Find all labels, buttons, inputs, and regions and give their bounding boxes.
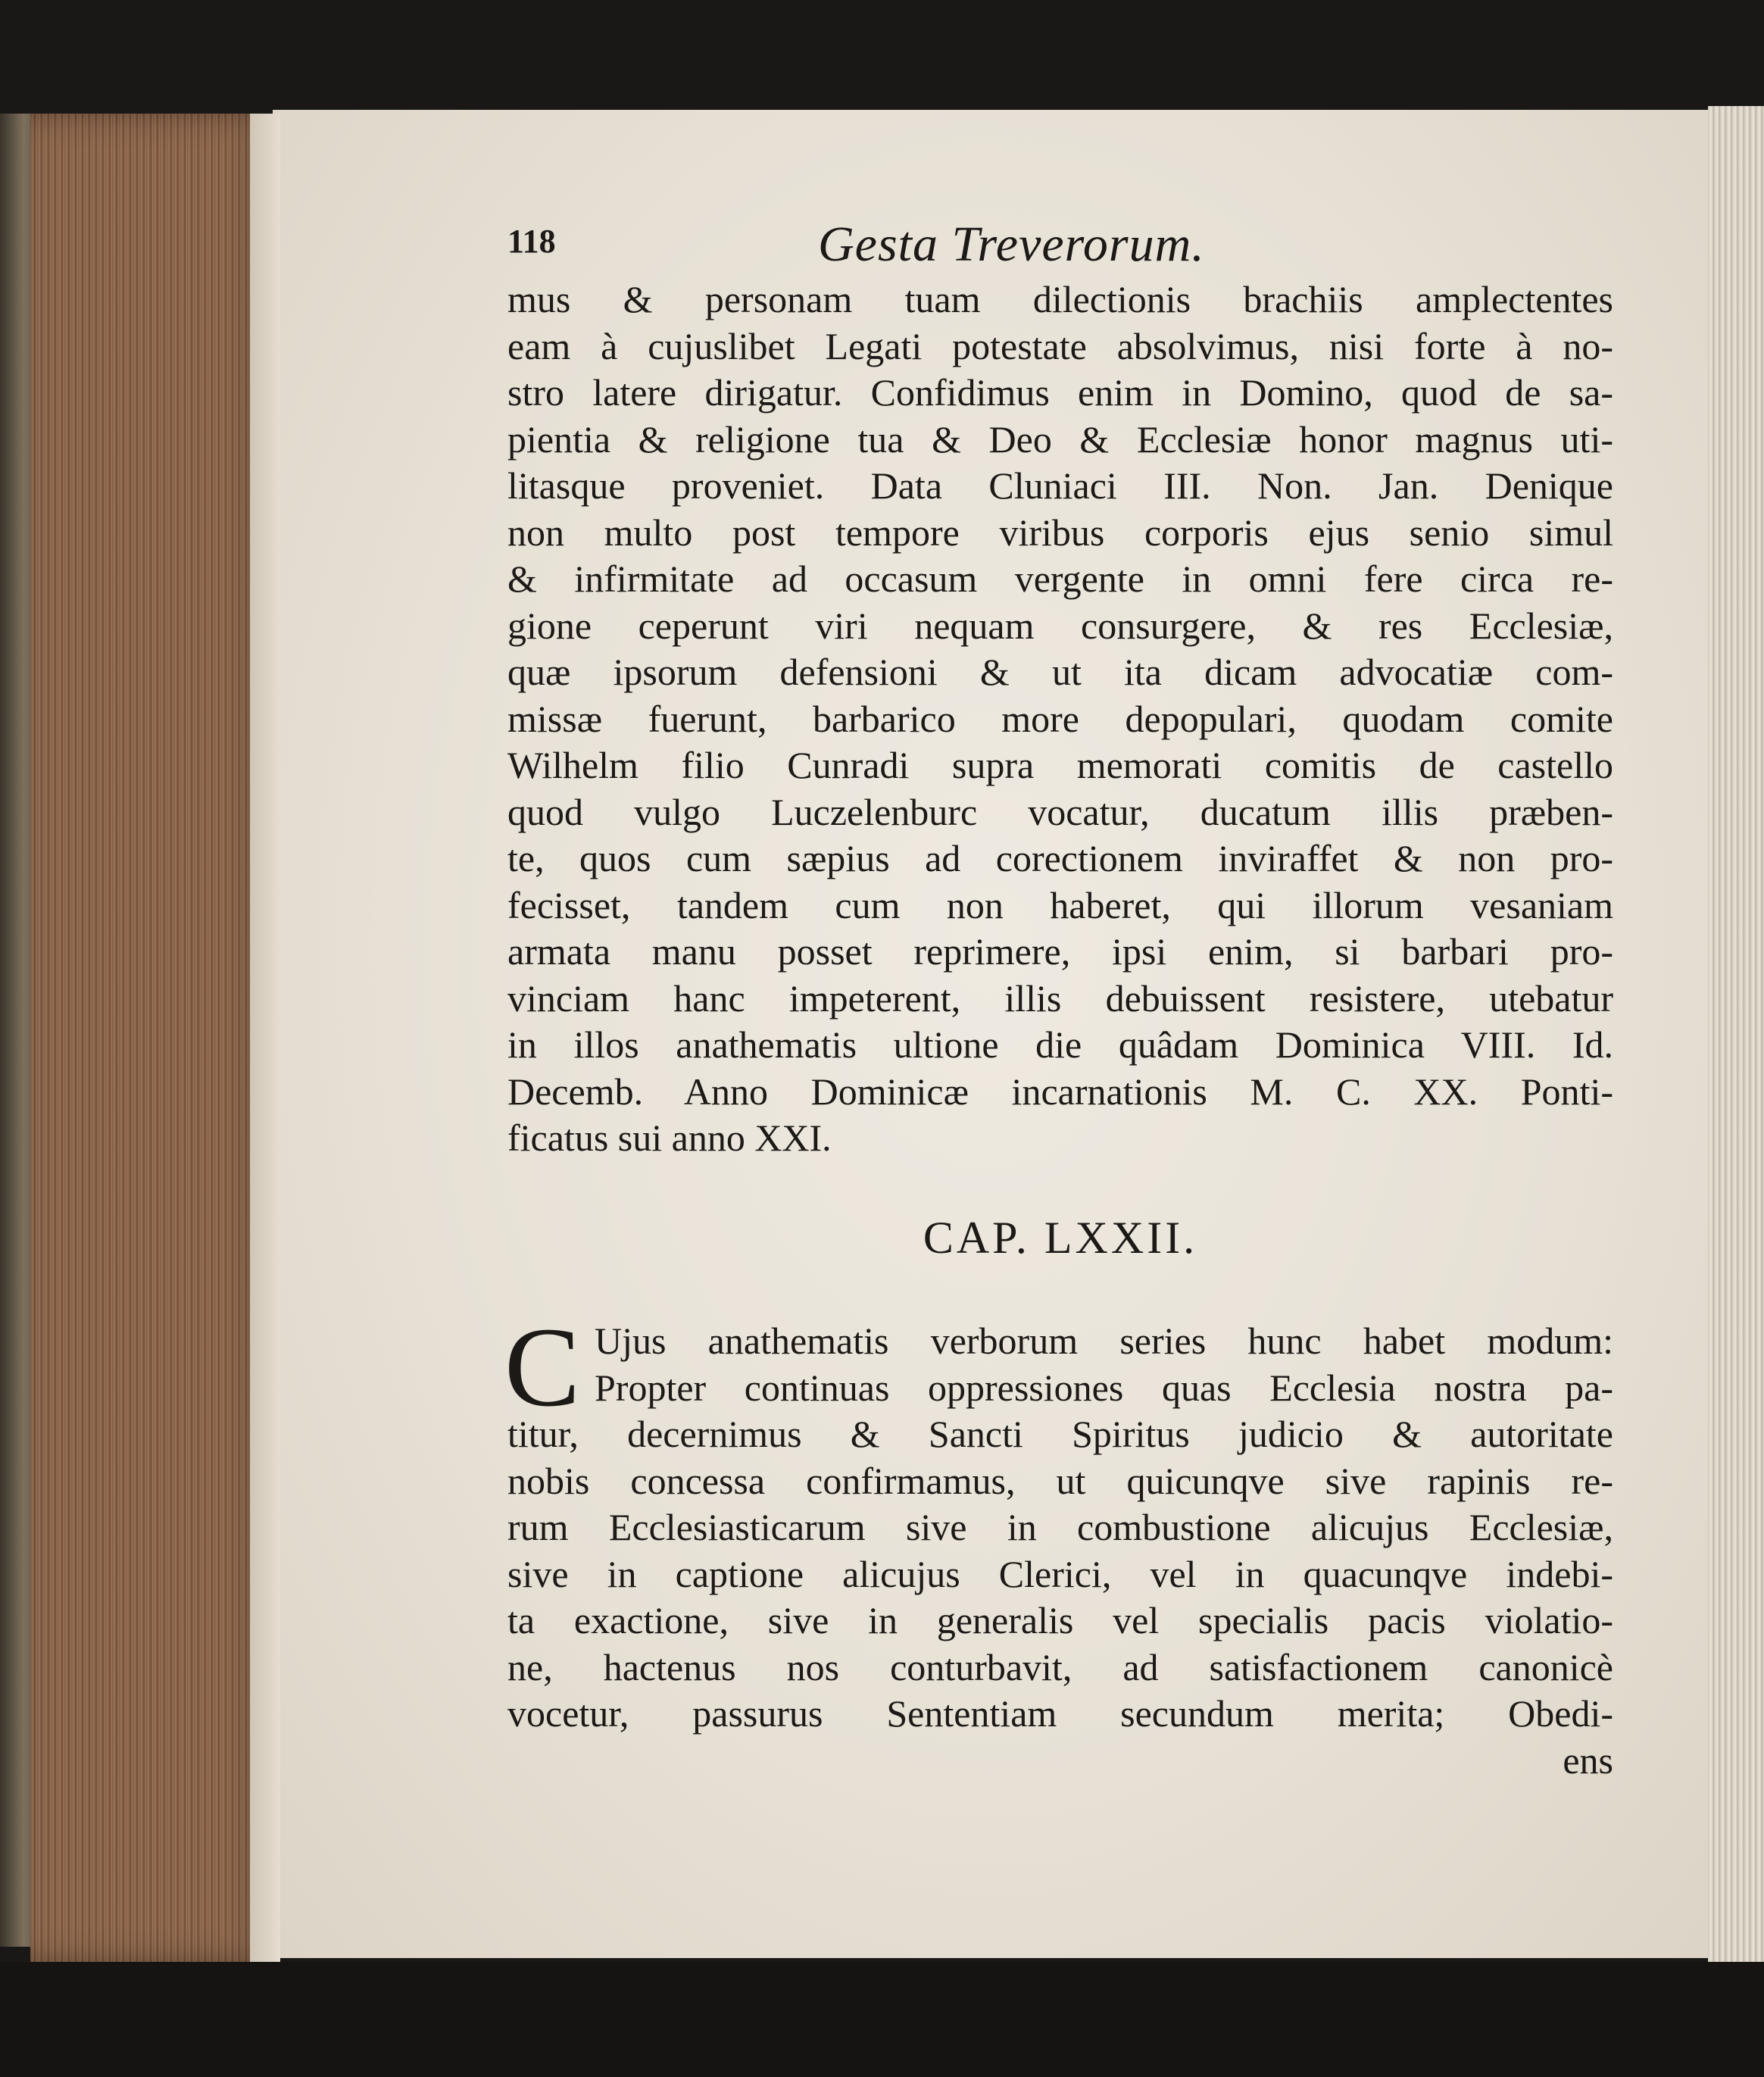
- text-line: armata manu posset reprimere, ipsi enim, si barbari pro-: [507, 930, 1613, 973]
- text-line: quæ ipsorum defensioni & ut ita dicam advocatiæ com-: [507, 651, 1613, 693]
- text-line: vocetur, passurus Sententiam secundum merita; Obedi-: [507, 1692, 1613, 1735]
- drop-cap: C: [504, 1304, 581, 1430]
- text-line: ne, hactenus nos conturbavit, ad satisfactionem canonicè: [507, 1645, 1613, 1688]
- text-line: stro latere dirigatur. Confidimus enim in Domino, quod de sa-: [507, 371, 1613, 414]
- text-line: quod vulgo Luczelenburc vocatur, ducatum illis præben-: [507, 790, 1613, 833]
- right-page-edge: [1708, 106, 1764, 1977]
- main-paragraph: [507, 276, 1613, 1162]
- text-line: te, quos cum sæpius ad corectionem inviraffet & non pro-: [507, 837, 1613, 879]
- text-line: Propter continuas oppressiones quas Ecclesia nostra pa-: [595, 1366, 1613, 1409]
- text-line: sive in captione alicujus Clerici, vel in quacunqve indebi-: [507, 1552, 1613, 1595]
- text-line: nobis concessa confirmamus, ut quicunqve sive rapinis re-: [507, 1459, 1613, 1502]
- text-line: eam à cujuslibet Legati potestate absolvimus, nisi forte à no-: [507, 324, 1613, 367]
- bottom-shadow: [0, 1962, 1764, 2077]
- text-block: [504, 216, 1613, 1782]
- page-gutter: [250, 114, 280, 1962]
- text-line: vinciam hanc impeterent, illis debuissent resistere, utebatur: [507, 976, 1613, 1020]
- text-line: litasque proveniet. Data Cluniaci III. Non. Jan. Denique: [507, 464, 1613, 507]
- text-line: rum Ecclesiasticarum sive in combustione alicujus Ecclesiæ,: [507, 1506, 1613, 1548]
- text-line: fecisset, tandem cum non haberet, qui illorum vesaniam: [507, 883, 1613, 926]
- text-line: pientia & religione tua & Deo & Ecclesiæ honor magnus uti-: [507, 417, 1613, 461]
- text-line: mus & personam tuam dilectionis brachiis amplectentes: [507, 278, 1613, 320]
- text-line: Ujus anathematis verborum series hunc habet modum:: [595, 1320, 1613, 1362]
- chapter-paragraph: [504, 1304, 1613, 1784]
- text-line: in illos anathematis ultione die quâdam Dominica VIII. Id.: [507, 1023, 1613, 1066]
- chapter-heading: CAP. LXXII.: [923, 1213, 1198, 1263]
- running-title: Gesta Treverorum.: [818, 217, 1205, 272]
- text-line: & infirmitate ad occasum vergente in omni fere circa re-: [507, 558, 1613, 600]
- text-line: Decemb. Anno Dominicæ incarnationis M. C. XX. Ponti-: [507, 1070, 1613, 1113]
- text-line: non multo post tempore viribus corporis ejus senio simul: [507, 511, 1613, 554]
- text-line: Wilhelm filio Cunradi supra memorati comitis de castello: [507, 744, 1613, 786]
- text-line: titur, decernimus & Sancti Spiritus judicio & autoritate: [507, 1413, 1613, 1455]
- left-page-stack: [30, 114, 273, 1962]
- text-line: gione ceperunt viri nequam consurgere, & res Ecclesiæ,: [507, 604, 1613, 647]
- text-line: ficatus sui anno XXI.: [507, 1117, 832, 1159]
- text-line: missæ fuerunt, barbarico more depopulari, quodam comite: [507, 697, 1613, 740]
- page-number: 118: [507, 223, 556, 260]
- catchword: ens: [1563, 1738, 1613, 1782]
- running-head: [507, 216, 1613, 276]
- text-line: ta exactione, sive in generalis vel specialis pacis violatio-: [507, 1599, 1613, 1641]
